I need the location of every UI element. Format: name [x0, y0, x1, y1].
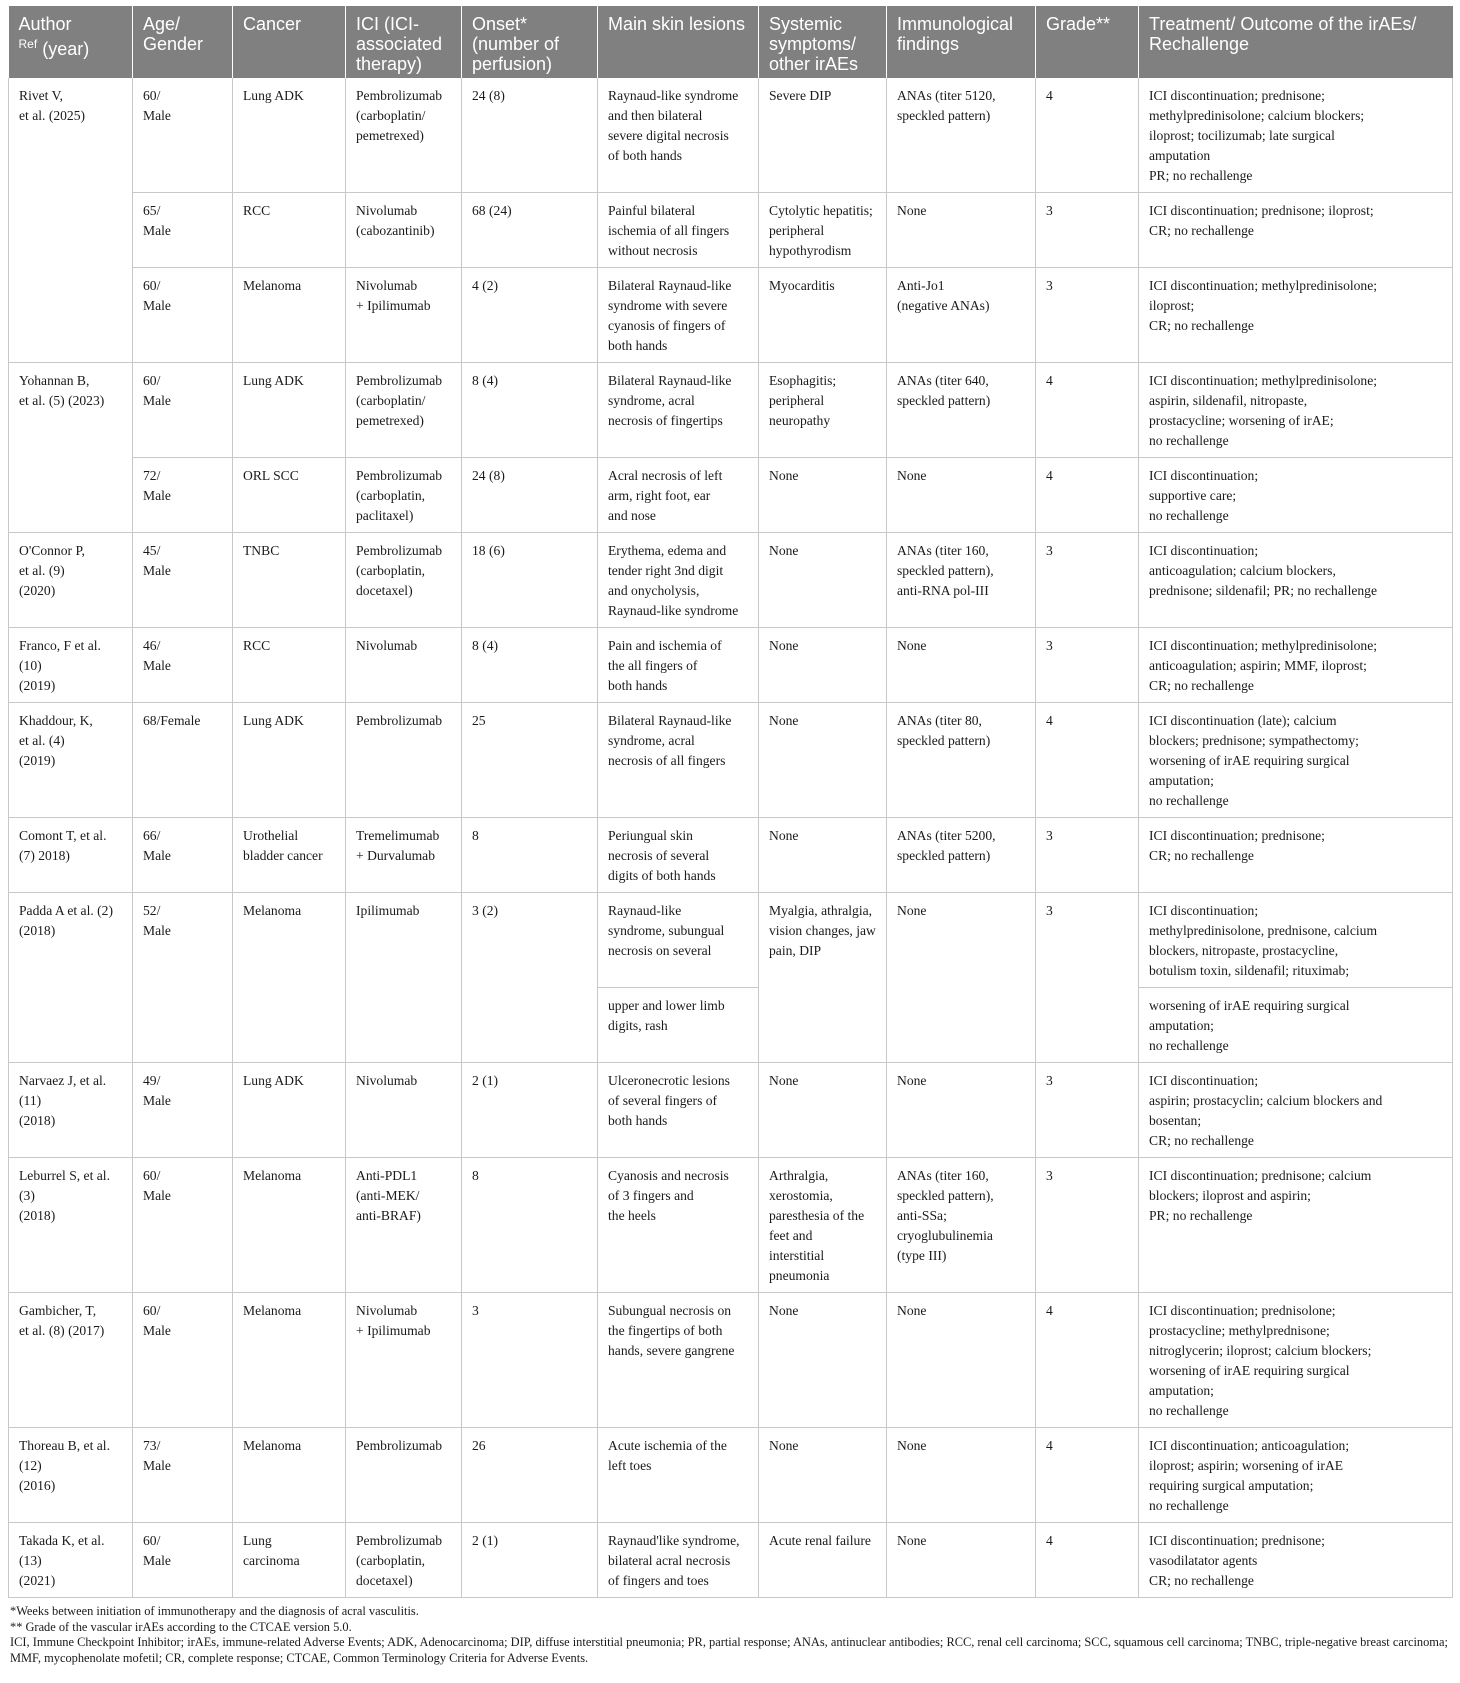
cell-cancer: Melanoma [233, 268, 346, 363]
table-row [9, 363, 1453, 458]
table-row [9, 458, 1453, 533]
cell-systemic: Severe DIP [759, 78, 887, 193]
cell-immuno: None [887, 893, 1036, 988]
table-row [9, 1293, 1453, 1428]
cell-lesions: Acral necrosis of left arm, right foot, ear and nose [598, 458, 759, 533]
cell-treatment: ICI discontinuation; anticoagulation; calcium blockers, prednisone; sildenafil; PR; no rechallenge [1139, 533, 1453, 628]
cell-ici: Pembrolizumab (carboplatin, docetaxel) [346, 533, 462, 628]
header-cancer: Cancer [233, 6, 346, 78]
table-row [9, 703, 1453, 818]
cell-treatment: ICI discontinuation; prednisone; CR; no rechallenge [1139, 818, 1453, 893]
cell-treatment: ICI discontinuation; prednisone; calcium blockers; iloprost and aspirin; PR; no rechallenge [1139, 1158, 1453, 1293]
cell-systemic: None [759, 458, 887, 533]
cell-grade: 4 [1036, 458, 1139, 533]
cell-lesions: Bilateral Raynaud-like syndrome, acral necrosis of all fingers [598, 703, 759, 818]
cell-onset: 24 (8) [462, 458, 598, 533]
cell-onset: 3 [462, 1293, 598, 1428]
cell-ici: Nivolumab [346, 1063, 462, 1158]
cell-ici: Pembrolizumab [346, 703, 462, 818]
cell-age: 60/ Male [133, 1523, 233, 1598]
table-row [9, 988, 1453, 1063]
cell-immuno: Anti-Jo1 (negative ANAs) [887, 268, 1036, 363]
cell-systemic: None [759, 818, 887, 893]
cell-age: 60/ Male [133, 78, 233, 193]
cell-ici: Anti-PDL1 (anti-MEK/ anti-BRAF) [346, 1158, 462, 1293]
cell-author [9, 193, 133, 268]
cell-onset: 24 (8) [462, 78, 598, 193]
cell-age: 65/ Male [133, 193, 233, 268]
cell-lesions: Raynaud-like syndrome and then bilateral severe digital necrosis of both hands [598, 78, 759, 193]
cell-systemic: None [759, 1063, 887, 1158]
cell-author: Narvaez J, et al. (11) (2018) [9, 1063, 133, 1158]
cell-ici: Ipilimumab [346, 893, 462, 988]
cell-immuno: ANAs (titer 5200, speckled pattern) [887, 818, 1036, 893]
header-author: Author $^{Ref}$ (year) [9, 6, 133, 78]
table-row [9, 1158, 1453, 1293]
header-lesions: Main skin lesions [598, 6, 759, 78]
cell-cancer: RCC [233, 193, 346, 268]
cell-onset: 26 [462, 1428, 598, 1523]
cell-systemic [759, 988, 887, 1063]
cell-immuno: None [887, 1428, 1036, 1523]
cell-immuno: ANAs (titer 640, speckled pattern) [887, 363, 1036, 458]
cell-systemic: Myalgia, athralgia, vision changes, jaw pain, DIP [759, 893, 887, 988]
cell-ici: Pembrolizumab (carboplatin/ pemetrexed) [346, 363, 462, 458]
table-row [9, 1428, 1453, 1523]
footnote-onset: *Weeks between initiation of immunotherapy and the diagnosis of acral vasculitis. [10, 1604, 419, 1618]
cell-age: 60/ Male [133, 1293, 233, 1428]
cell-grade: 3 [1036, 268, 1139, 363]
cell-immuno: ANAs (titer 160, speckled pattern), anti-SSa; cryoglubulinemia (type III) [887, 1158, 1036, 1293]
cell-onset: 8 [462, 1158, 598, 1293]
cell-age: 68/Female [133, 703, 233, 818]
cell-author [9, 268, 133, 363]
cell-onset: 8 (4) [462, 363, 598, 458]
cell-grade [1036, 988, 1139, 1063]
cell-onset: 25 [462, 703, 598, 818]
cases-table [8, 6, 1453, 1598]
cell-onset: 8 (4) [462, 628, 598, 703]
cell-lesions: Pain and ischemia of the all fingers of both hands [598, 628, 759, 703]
cell-grade: 4 [1036, 363, 1139, 458]
cell-lesions: Ulceronecrotic lesions of several fingers of both hands [598, 1063, 759, 1158]
cell-grade: 3 [1036, 193, 1139, 268]
cell-author: Leburrel S, et al. (3) (2018) [9, 1158, 133, 1293]
cell-cancer: Melanoma [233, 893, 346, 988]
cell-onset: 2 (1) [462, 1063, 598, 1158]
cell-onset [462, 988, 598, 1063]
cell-age: 72/ Male [133, 458, 233, 533]
cell-onset: 4 (2) [462, 268, 598, 363]
cell-lesions: Painful bilateral ischemia of all fingers without necrosis [598, 193, 759, 268]
footnote-grade: ** Grade of the vascular irAEs according to the CTCAE version 5.0. [10, 1619, 352, 1634]
footnotes [8, 1604, 1452, 1666]
cell-systemic: None [759, 1293, 887, 1428]
cell-treatment: ICI discontinuation; aspirin; prostacyclin; calcium blockers and bosentan; CR; no rechallenge [1139, 1063, 1453, 1158]
header-ici: ICI (ICI-associated therapy) [346, 6, 462, 78]
table-row [9, 268, 1453, 363]
cell-cancer [233, 988, 346, 1063]
cell-cancer: Lung ADK [233, 1063, 346, 1158]
cell-immuno: ANAs (titer 160, speckled pattern), anti-RNA pol-III [887, 533, 1036, 628]
cell-author: Gambicher, T, et al. (8) (2017) [9, 1293, 133, 1428]
cell-age: 45/ Male [133, 533, 233, 628]
cell-age: 73/ Male [133, 1428, 233, 1523]
cell-cancer: Melanoma [233, 1158, 346, 1293]
table-row [9, 818, 1453, 893]
cell-ici: Pembrolizumab [346, 1428, 462, 1523]
cell-treatment: ICI discontinuation; methylpredinisolone; aspirin, sildenafil, nitropaste, prostacycline; worsening of irAE; no rechallenge [1139, 363, 1453, 458]
cell-systemic: Myocarditis [759, 268, 887, 363]
cell-author [9, 988, 133, 1063]
cell-lesions: Cyanosis and necrosis of 3 fingers and the heels [598, 1158, 759, 1293]
cell-author: Franco, F et al. (10) (2019) [9, 628, 133, 703]
cell-treatment: ICI discontinuation; methylpredinisolone; anticoagulation; aspirin; MMF, iloprost; CR; no rechallenge [1139, 628, 1453, 703]
cell-treatment: ICI discontinuation; supportive care; no rechallenge [1139, 458, 1453, 533]
cell-grade: 3 [1036, 1063, 1139, 1158]
table-row [9, 893, 1453, 988]
cell-systemic: None [759, 533, 887, 628]
header-age: Age/ Gender [133, 6, 233, 78]
table-container [8, 6, 1452, 1666]
cell-lesions: upper and lower limb digits, rash [598, 988, 759, 1063]
cell-cancer: ORL SCC [233, 458, 346, 533]
cell-treatment: ICI discontinuation; methylpredinisolone, prednisone, calcium blockers, nitropaste, prostacycline, botulism toxin, sildenafil; rituximab; [1139, 893, 1453, 988]
cell-systemic: None [759, 703, 887, 818]
cell-grade: 4 [1036, 1428, 1139, 1523]
cell-age: 60/ Male [133, 363, 233, 458]
cell-immuno: None [887, 1063, 1036, 1158]
cell-ici: Pembrolizumab (carboplatin, docetaxel) [346, 1523, 462, 1598]
cell-grade: 3 [1036, 533, 1139, 628]
cell-lesions: Subungual necrosis on the fingertips of both hands, severe gangrene [598, 1293, 759, 1428]
cell-cancer: Lung ADK [233, 363, 346, 458]
cell-cancer: TNBC [233, 533, 346, 628]
cell-cancer: RCC [233, 628, 346, 703]
cell-systemic: Cytolytic hepatitis; peripheral hypothyrodism [759, 193, 887, 268]
cell-cancer: Lung carcinoma [233, 1523, 346, 1598]
cell-treatment: ICI discontinuation; prednisolone; prostacycline; methylprednisone; nitroglycerin; iloprost; calcium blockers; worsening of irAE requiring surgical amputation; no rechallenge [1139, 1293, 1453, 1428]
cell-immuno: None [887, 1293, 1036, 1428]
table-row [9, 1063, 1453, 1158]
cell-ici: Nivolumab (cabozantinib) [346, 193, 462, 268]
cell-lesions: Raynaud-like syndrome, subungual necrosis on several [598, 893, 759, 988]
table-row [9, 1523, 1453, 1598]
cell-author: Padda A et al. (2) (2018) [9, 893, 133, 988]
cell-immuno: ANAs (titer 80, speckled pattern) [887, 703, 1036, 818]
cell-cancer: Lung ADK [233, 78, 346, 193]
cell-grade: 4 [1036, 703, 1139, 818]
cell-immuno [887, 988, 1036, 1063]
cell-author: Yohannan B, et al. (5) (2023) [9, 363, 133, 458]
cell-grade: 3 [1036, 628, 1139, 703]
cell-ici: Pembrolizumab (carboplatin/ pemetrexed) [346, 78, 462, 193]
cell-age: 52/ Male [133, 893, 233, 988]
cell-author [9, 458, 133, 533]
cell-lesions: Bilateral Raynaud-like syndrome with severe cyanosis of fingers of both hands [598, 268, 759, 363]
header-systemic: Systemic symptoms/ other irAEs [759, 6, 887, 78]
cell-treatment: ICI discontinuation (late); calcium blockers; prednisone; sympathectomy; worsening of irAE requiring surgical amputation; no rechallenge [1139, 703, 1453, 818]
cell-author: Khaddour, K, et al. (4) (2019) [9, 703, 133, 818]
header-treatment: Treatment/ Outcome of the irAEs/ Rechallenge [1139, 6, 1453, 78]
cell-grade: 3 [1036, 893, 1139, 988]
cell-age: 49/ Male [133, 1063, 233, 1158]
cell-grade: 3 [1036, 1158, 1139, 1293]
cell-ici: Pembrolizumab (carboplatin, paclitaxel) [346, 458, 462, 533]
cell-cancer: Urothelial bladder cancer [233, 818, 346, 893]
cell-cancer: Lung ADK [233, 703, 346, 818]
cell-age [133, 988, 233, 1063]
cell-systemic: Esophagitis; peripheral neuropathy [759, 363, 887, 458]
cell-cancer: Melanoma [233, 1428, 346, 1523]
cell-age: 66/ Male [133, 818, 233, 893]
cell-grade: 4 [1036, 1523, 1139, 1598]
cell-grade: 3 [1036, 818, 1139, 893]
cell-author: Rivet V, et al. (2025) [9, 78, 133, 193]
cell-treatment: ICI discontinuation; methylpredinisolone; iloprost; CR; no rechallenge [1139, 268, 1453, 363]
cell-lesions: Acute ischemia of the left toes [598, 1428, 759, 1523]
cell-onset: 68 (24) [462, 193, 598, 268]
cell-author: Thoreau B, et al. (12) (2016) [9, 1428, 133, 1523]
cell-author: Takada K, et al. (13) (2021) [9, 1523, 133, 1598]
cell-ici: Nivolumab [346, 628, 462, 703]
cell-immuno: None [887, 193, 1036, 268]
cell-onset: 2 (1) [462, 1523, 598, 1598]
cell-grade: 4 [1036, 1293, 1139, 1428]
cell-author: O'Connor P, et al. (9) (2020) [9, 533, 133, 628]
cell-immuno: ANAs (titer 5120, speckled pattern) [887, 78, 1036, 193]
cell-treatment: ICI discontinuation; anticoagulation; iloprost; aspirin; worsening of irAE requiring surgical amputation; no rechallenge [1139, 1428, 1453, 1523]
cell-grade: 4 [1036, 78, 1139, 193]
cell-treatment: ICI discontinuation; prednisone; vasodilatator agents CR; no rechallenge [1139, 1523, 1453, 1598]
header-grade: Grade** [1036, 6, 1139, 78]
cell-cancer: Melanoma [233, 1293, 346, 1428]
cell-treatment: ICI discontinuation; prednisone; iloprost; CR; no rechallenge [1139, 193, 1453, 268]
cell-immuno: None [887, 1523, 1036, 1598]
cell-age: 60/ Male [133, 1158, 233, 1293]
cell-age: 60/ Male [133, 268, 233, 363]
cell-ici: Tremelimumab + Durvalumab [346, 818, 462, 893]
cell-systemic: None [759, 1428, 887, 1523]
cell-onset: 3 (2) [462, 893, 598, 988]
cell-ici: Nivolumab + Ipilimumab [346, 1293, 462, 1428]
cell-ici: Nivolumab + Ipilimumab [346, 268, 462, 363]
cell-treatment: worsening of irAE requiring surgical amputation; no rechallenge [1139, 988, 1453, 1063]
header-immuno: Immunological findings [887, 6, 1036, 78]
cell-age: 46/ Male [133, 628, 233, 703]
table-row [9, 78, 1453, 193]
cell-onset: 8 [462, 818, 598, 893]
cell-systemic: Acute renal failure [759, 1523, 887, 1598]
cell-lesions: Raynaud'like syndrome, bilateral acral necrosis of fingers and toes [598, 1523, 759, 1598]
cell-author: Comont T, et al. (7) 2018) [9, 818, 133, 893]
cell-ici [346, 988, 462, 1063]
table-row [9, 533, 1453, 628]
cell-lesions: Bilateral Raynaud-like syndrome, acral necrosis of fingertips [598, 363, 759, 458]
footnote-abbreviations: ICI, Immune Checkpoint Inhibitor; irAEs, immune-related Adverse Events; ADK, Adenocarcinoma; DIP, diffuse interstitial pneumonia; PR, partial response; ANAs, antinuclear antibodies; RCC, renal cell carcinoma; SCC, squamous cell carcinoma; TNBC, triple-negative breast carcinoma; MMF, mycophenolate mofetil; CR, complete response; CTCAE, Common Terminology Criteria for Adverse Events. [10, 1635, 1448, 1665]
cell-onset: 18 (6) [462, 533, 598, 628]
cell-systemic: None [759, 628, 887, 703]
cell-immuno: None [887, 628, 1036, 703]
header-row [9, 6, 1453, 78]
table-body [9, 78, 1453, 1598]
table-row [9, 628, 1453, 703]
cell-immuno: None [887, 458, 1036, 533]
table-row [9, 193, 1453, 268]
cell-lesions: Erythema, edema and tender right 3nd digit and onycholysis, Raynaud-like syndrome [598, 533, 759, 628]
cell-lesions: Periungual skin necrosis of several digits of both hands [598, 818, 759, 893]
cell-treatment: ICI discontinuation; prednisone; methylpredinisolone; calcium blockers; iloprost; tocilizumab; late surgical amputation PR; no rechallenge [1139, 78, 1453, 193]
cell-systemic: Arthralgia, xerostomia, paresthesia of the feet and interstitial pneumonia [759, 1158, 887, 1293]
header-onset: Onset* (number of perfusion) [462, 6, 598, 78]
